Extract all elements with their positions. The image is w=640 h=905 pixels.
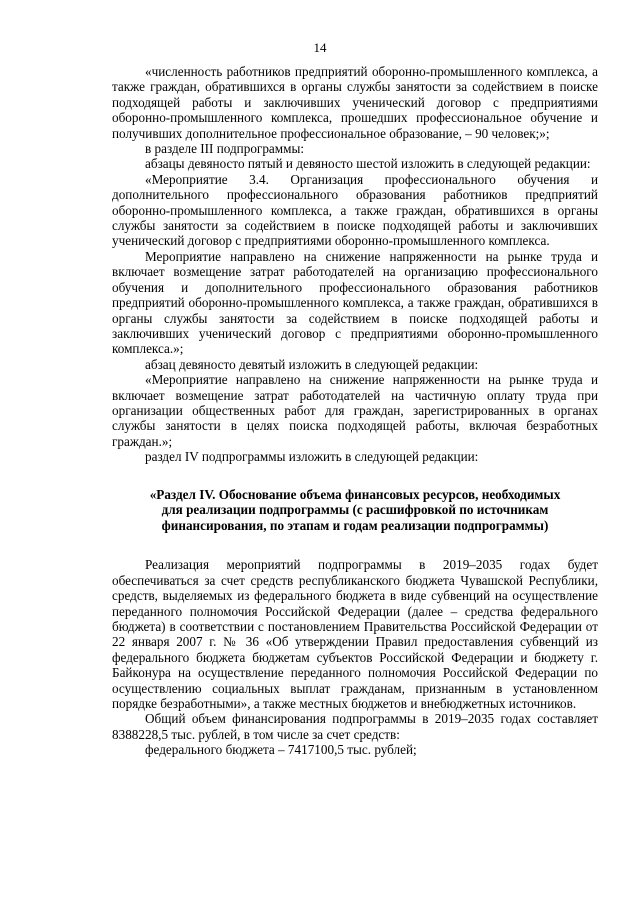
page-number: 14: [313, 40, 327, 55]
paragraph: Реализация мероприятий подпрограммы в 2019–2035 годах будет обеспечиваться за счет средств республиканского бюджета Чувашской Республики, средств, выделяемых из федерального бюджета в виде субвенций на осуществление переданного полномочия Российской Федерации (далее – средства федерального бюджета) в соответствии с постановлением Правительства Российской Федерации от 22 января 2007 г. № 36 «Об утверждении Правил предоставления субвенций из федерального бюджета бюджетам субъектов Российской Федерации и бюджету г. Байконура на осуществление переданного полномочия Российской Федерации по осуществлению социальных выплат гражданам, признанным в установленном порядке безработными», а также местных бюджетов и внебюджетных источников.: [112, 557, 598, 711]
paragraph: «Мероприятие 3.4. Организация профессионального обучения и дополнительного профессионального образования работников предприятий оборонно-промышленного комплекса, а также граждан, обратившихся в органы службы занятости за содействием в поиске подходящей работы и заключивших ученический договор с предприятиями оборонно-промышленного комплекса.: [112, 171, 598, 249]
paragraph: в разделе III подпрограммы:: [145, 141, 305, 157]
paragraph: абзац девяносто девятый изложить в следующей редакции:: [145, 356, 479, 372]
heading-line: для реализации подпрограммы (с расшифровкой по источникам: [161, 502, 549, 518]
section-heading: [112, 487, 598, 534]
paragraph: раздел IV подпрограммы изложить в следующей редакции:: [145, 449, 479, 465]
paragraph: «Мероприятие направлено на снижение напряженности на рынке труда и включает возмещение затрат работодателей на частичную оплату труда при организации общественных работ для граждан, зарегистрированных в органах службы занятости в целях поиска подходящей работы, включая безработных граждан.»;: [112, 372, 598, 449]
paragraph: «численность работников предприятий оборонно-промышленного комплекса, а также граждан, обратившихся в органы службы занятости за содействием в поиске подходящей работы и заключивших ученический договор с предприятиями оборонно-промышленного комплекса, прошедших профессиональное обучение и получивших дополнительное профессиональное образование, – 90 человек;»;: [112, 64, 598, 141]
heading-line: финансирования, по этапам и годам реализации подпрограммы): [161, 517, 549, 533]
paragraph: абзацы девяносто пятый и девяносто шестой изложить в следующей редакции:: [145, 156, 591, 172]
document-body: [112, 64, 598, 758]
paragraph: Мероприятие направлено на снижение напряженности на рынке труда и включает возмещение затрат работодателей на организацию профессионального обучения и дополнительного профессионального образования работников предприятий оборонно-промышленного комплекса, а также граждан, обратившихся в органы службы занятости за содействием в поиске подходящей работы и заключивших ученический договор с предприятиями оборонно-промышленного комплекса.»;: [112, 248, 598, 357]
paragraph: Общий объем финансирования подпрограммы в 2019–2035 годах составляет 8388228,5 тыс. рублей, в том числе за счет средств:: [112, 711, 598, 742]
paragraph: федерального бюджета – 7417100,5 тыс. рублей;: [145, 742, 417, 758]
heading-line: «Раздел IV. Обоснование объема финансовых ресурсов, необходимых: [149, 486, 561, 502]
